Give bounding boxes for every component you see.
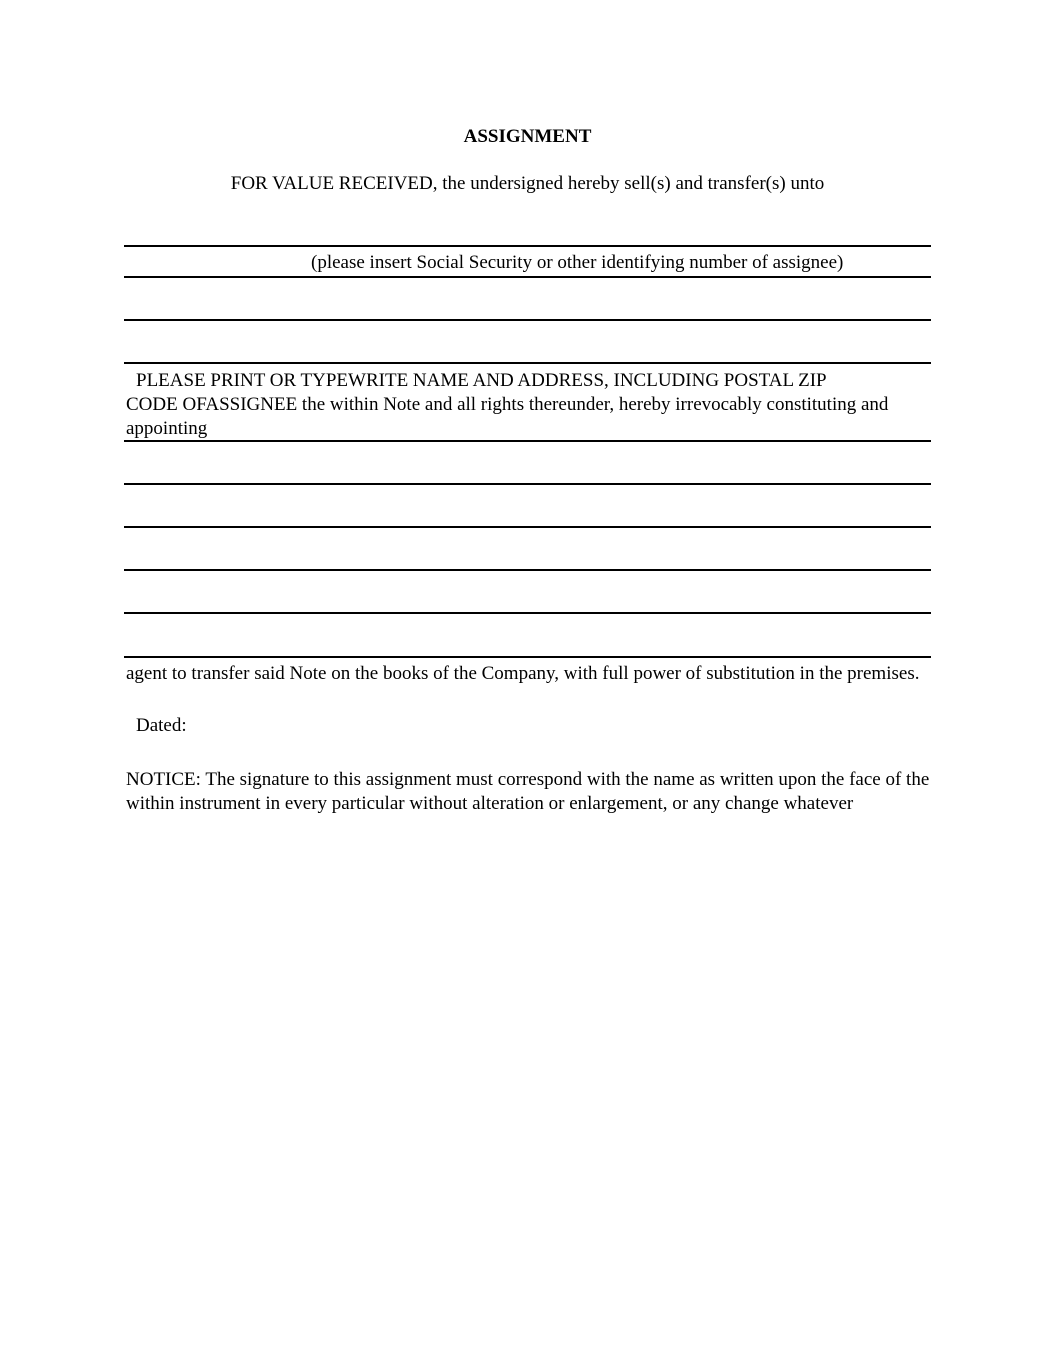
print-instructions-rest: CODE OFASSIGNEE the within Note and all rights thereunder, hereby irrevocably constituting and appointing xyxy=(126,394,889,439)
dated-label: Dated: xyxy=(136,715,187,736)
print-instructions xyxy=(126,369,932,441)
attorney-line-5 xyxy=(124,612,931,614)
attorney-line-6 xyxy=(124,656,931,658)
assignee-line xyxy=(124,245,931,247)
attorney-line-3 xyxy=(124,526,931,528)
document-title: ASSIGNMENT xyxy=(463,126,592,147)
address-line-2 xyxy=(124,362,931,364)
ssn-caption: (please insert Social Security or other identifying number of assignee) xyxy=(311,252,844,273)
agent-transfer-clause: agent to transfer said Note on the books of the Company, with full power of substitution in the premises. xyxy=(126,663,920,684)
print-instructions-line1: PLEASE PRINT OR TYPEWRITE NAME AND ADDRESS, INCLUDING POSTAL ZIP xyxy=(136,370,827,391)
ssn-line xyxy=(124,276,931,278)
value-received-statement: FOR VALUE RECEIVED, the undersigned hereby sell(s) and transfer(s) unto xyxy=(230,173,825,194)
attorney-line-1 xyxy=(124,440,931,442)
attorney-line-2 xyxy=(124,483,931,485)
attorney-line-4 xyxy=(124,569,931,571)
address-line-1 xyxy=(124,319,931,321)
signature-notice: NOTICE: The signature to this assignment must correspond with the name as written upon the face of the within instrument in every particular without alteration or enlargement, or any change whatever xyxy=(126,769,930,814)
